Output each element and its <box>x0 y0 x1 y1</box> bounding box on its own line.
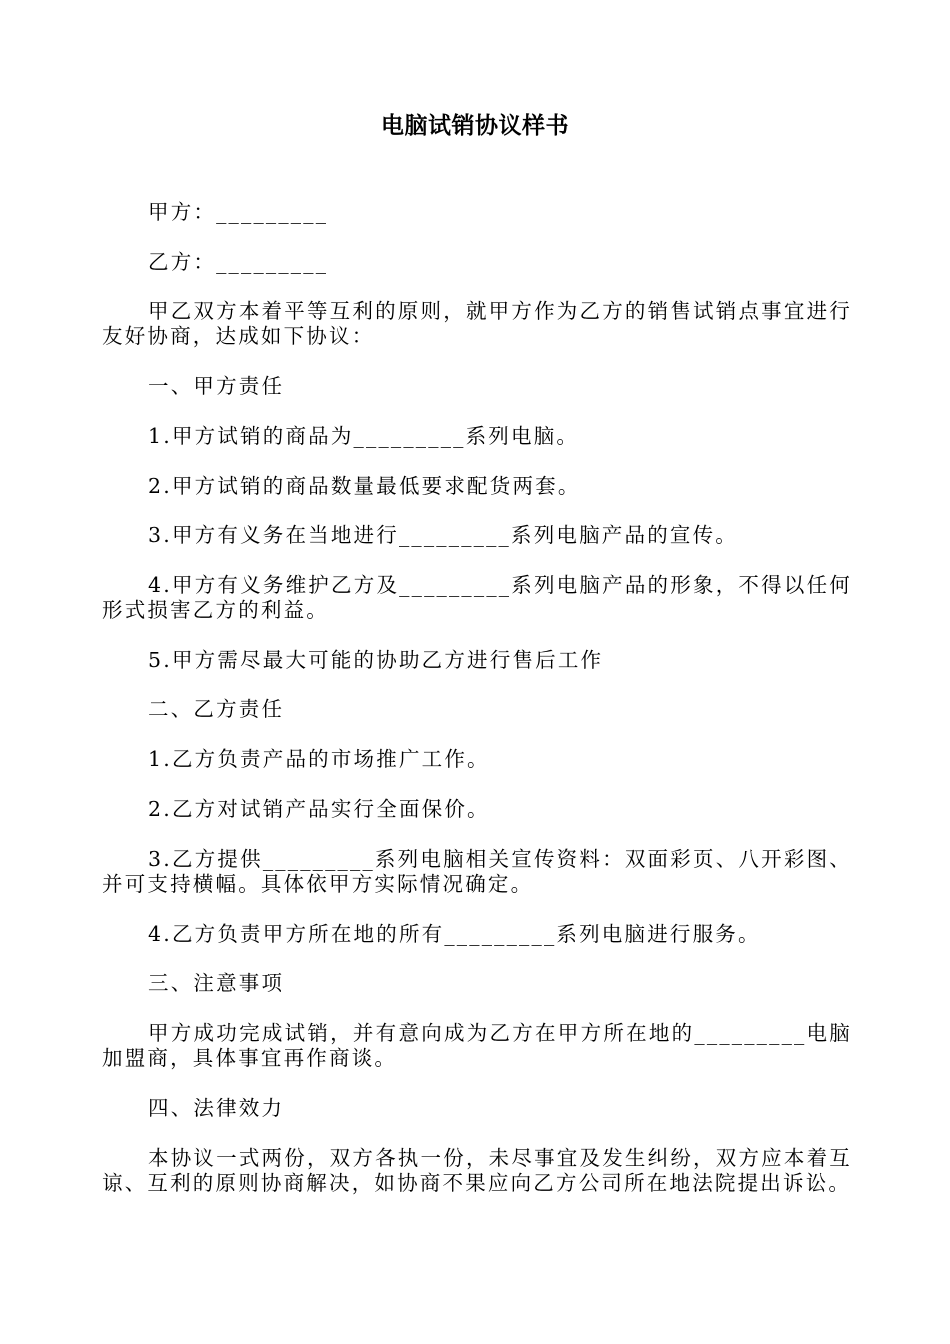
section-heading-party-a: 一、甲方责任 <box>148 374 285 398</box>
notes-paragraph: 甲方成功完成试销，并有意向成为乙方在甲方所在地的_________电脑加盟商，具体事宜再作商谈。 <box>102 1021 852 1070</box>
party-a-clause-4: 4.甲方有义务维护乙方及_________系列电脑产品的形象，不得以任何形式损害乙方的利益。 <box>102 573 852 622</box>
section-heading-notes: 三、注意事项 <box>148 971 285 995</box>
party-b-clause-1: 1.乙方负责产品的市场推广工作。 <box>148 747 490 771</box>
party-b-clause-2: 2.乙方对试销产品实行全面保价。 <box>148 797 490 821</box>
section-heading-party-b: 二、乙方责任 <box>148 697 285 721</box>
party-a-line: 甲方：_________ <box>148 200 329 224</box>
party-a-clause-3: 3.甲方有义务在当地进行_________系列电脑产品的宣传。 <box>148 523 739 547</box>
party-b-line: 乙方：_________ <box>148 250 329 274</box>
party-a-clause-2: 2.甲方试销的商品数量最低要求配货两套。 <box>148 474 581 498</box>
intro-paragraph: 甲乙双方本着平等互利的原则，就甲方作为乙方的销售试销点事宜进行友好协商，达成如下协议： <box>102 299 852 348</box>
legal-paragraph: 本协议一式两份，双方各执一份，未尽事宜及发生纠纷，双方应本着互谅、互利的原则协商解决，如协商不果应向乙方公司所在地法院提出诉讼。 <box>102 1146 852 1195</box>
party-a-clause-1: 1.甲方试销的商品为_________系列电脑。 <box>148 424 580 448</box>
party-b-clause-3: 3.乙方提供_________系列电脑相关宣传资料：双面彩页、八开彩图、并可支持横幅。具体依甲方实际情况确定。 <box>102 847 852 896</box>
section-heading-legal: 四、法律效力 <box>148 1096 285 1120</box>
party-b-clause-4: 4.乙方负责甲方所在地的所有_________系列电脑进行服务。 <box>148 922 761 946</box>
document-title: 电脑试销协议样书 <box>381 113 569 139</box>
party-a-clause-5: 5.甲方需尽最大可能的协助乙方进行售后工作 <box>148 648 604 672</box>
